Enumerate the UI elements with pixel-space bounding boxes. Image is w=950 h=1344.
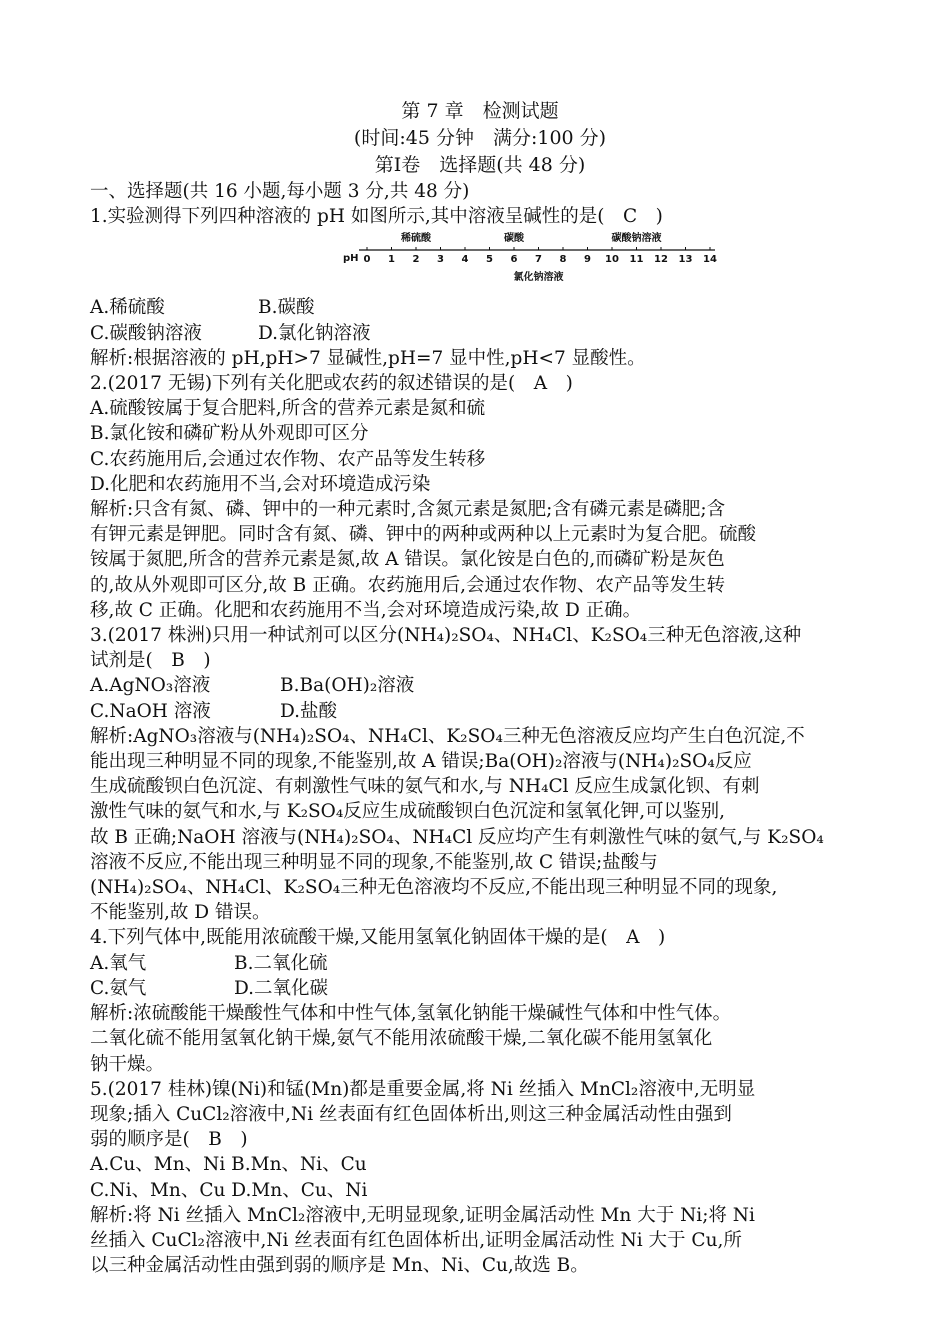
ph-tick-label: 13 (678, 254, 693, 266)
ph-tick-label: 7 (535, 254, 542, 266)
volume-title: 第Ⅰ卷 选择题(共 48 分) (374, 154, 586, 176)
q5-analysis-line: 丝插入 CuCl₂溶液中,Ni 丝表面有红色固体析出,证明金属活动性 Ni 大于 Cu,所 (90, 1229, 742, 1251)
ph-tick-label: 6 (510, 254, 518, 266)
q3-options-row-1 (90, 673, 870, 698)
ph-tick-label: 0 (363, 254, 371, 266)
q1-options-row-2 (90, 321, 870, 346)
q3-option-c: C.NaOH 溶液 (90, 700, 211, 722)
q4-options-row-1 (90, 951, 870, 976)
q4-option-d: D.二氧化碳 (234, 977, 329, 999)
q4-options-row-2 (90, 976, 870, 1001)
q5-options-line: A.Cu、Mn、Ni B.Mn、Ni、Cu (90, 1154, 367, 1176)
q1-option-a: A.稀硫酸 (90, 297, 165, 319)
q3-option-b: B.Ba(OH)₂溶液 (280, 675, 415, 697)
q4-stem: 4.下列气体中,既能用浓硫酸干燥,又能用氢氧化钠固体干燥的是( A ) (90, 927, 666, 949)
q5-stem-line: 5.(2017 桂林)镍(Ni)和锰(Mn)都是重要金属,将 Ni 丝插入 MnCl₂溶液中,无明显 (90, 1078, 756, 1100)
q1-stem: 1.实验测得下列四种溶液的 pH 如图所示,其中溶液呈碱性的是( C ) (90, 206, 663, 228)
ph-scale-svg (335, 231, 725, 289)
q5-options-line: C.Ni、Mn、Cu D.Mn、Cu、Ni (90, 1179, 368, 1201)
q2-analysis-line: 有钾元素是钾肥。同时含有氮、磷、钾中的两种或两种以上元素时为复合肥。硫酸 (90, 524, 757, 546)
q5-analysis-line: 解析:将 Ni 丝插入 MnCl₂溶液中,无明显现象,证明金属活动性 Mn 大于 Ni;将 Ni (90, 1204, 755, 1226)
q4-analysis-line: 钠干燥。 (90, 1053, 165, 1075)
q3-stem-line: 3.(2017 株洲)只用一种试剂可以区分(NH₄)₂SO₄、NH₄Cl、K₂SO₄三种无色溶液,这种 (90, 625, 802, 647)
q1-analysis: 解析:根据溶液的 pH,pH>7 显碱性,pH=7 显中性,pH<7 显酸性。 (90, 347, 646, 369)
q3-option-d: D.盐酸 (280, 700, 338, 722)
ph-tick-label: 9 (584, 254, 591, 266)
q2-option-d: D.化肥和农药施用不当,会对环境造成污染 (90, 473, 431, 495)
q4-option-a: A.氧气 (90, 952, 147, 974)
q3-analysis-line: 溶液不反应,不能出现三种明显不同的现象,不能鉴别,故 C 错误;盐酸与 (90, 851, 658, 873)
q5-analysis-line: 以三种金属活动性由强到弱的顺序是 Mn、Ni、Cu,故选 B。 (90, 1255, 589, 1277)
ph-tick-label: 14 (703, 254, 717, 266)
time-score-line: (时间:45 分钟 满分:100 分) (353, 127, 607, 149)
q3-analysis-line: 能出现三种明显不同的现象,不能鉴别,故 A 错误;Ba(OH)₂溶液与(NH₄)₂SO₄反应 (90, 751, 752, 773)
q3-options-row-2 (90, 699, 870, 724)
q3-analysis-line: 激性气味的氨气和水,与 K₂SO₄反应生成硫酸钡白色沉淀和氢氧化钾,可以鉴别, (90, 801, 726, 823)
ph-tick-label: 1 (388, 254, 395, 266)
document-page (90, 98, 870, 1278)
ph-solution-label-below: 氯化钠溶液 (513, 272, 564, 284)
q2-analysis-line: 的,故从外观即可区分,故 B 正确。农药施用后,会通过农作物、农产品等发生转 (90, 574, 726, 596)
ph-tick-label: 5 (486, 254, 493, 266)
q1-option-b: B.碳酸 (258, 297, 315, 319)
q3-analysis-line: 解析:AgNO₃溶液与(NH₄)₂SO₄、NH₄Cl、K₂SO₄三种无色溶液反应均产生白色沉淀,不 (90, 725, 805, 747)
q3-analysis-line: 不能鉴别,故 D 错误。 (90, 902, 271, 924)
q4-option-b: B.二氧化硫 (234, 952, 328, 974)
q2-analysis-line: 移,故 C 正确。化肥和农药施用不当,会对环境造成污染,故 D 正确。 (90, 599, 642, 621)
q2-option-b: B.氯化铵和磷矿粉从外观即可区分 (90, 423, 369, 445)
q2-option-c: C.农药施用后,会通过农作物、农产品等发生转移 (90, 448, 486, 470)
q3-analysis-line: (NH₄)₂SO₄、NH₄Cl、K₂SO₄三种无色溶液均不反应,不能出现三种明显不同的现象, (90, 877, 778, 899)
ph-tick-label: 2 (412, 254, 420, 266)
ph-solution-label: 稀硫酸 (401, 233, 431, 245)
ph-axis-label: pH (343, 253, 359, 265)
ph-tick-label: 8 (559, 254, 567, 266)
ph-tick-label: 10 (605, 254, 619, 266)
q2-analysis-line: 铵属于氮肥,所含的营养元素是氮,故 A 错误。氯化铵是白色的,而磷矿粉是灰色 (90, 549, 725, 571)
ph-solution-label: 碳酸 (504, 233, 524, 245)
q2-stem: 2.(2017 无锡)下列有关化肥或农药的叙述错误的是( A ) (90, 373, 573, 395)
q3-analysis-line: 故 B 正确;NaOH 溶液与(NH₄)₂SO₄、NH₄Cl 反应均产生有刺激性气味的氨气,与 K₂SO₄ (90, 826, 824, 848)
section-heading: 一、选择题(共 16 小题,每小题 3 分,共 48 分) (90, 181, 470, 202)
q4-analysis-line: 二氧化硫不能用氢氧化钠干燥,氨气不能用浓硫酸干燥,二氧化碳不能用氢氧化 (90, 1028, 713, 1050)
q5-stem-line: 弱的顺序是( B ) (90, 1129, 248, 1151)
q3-option-a: A.AgNO₃溶液 (90, 675, 211, 697)
q4-option-c: C.氨气 (90, 977, 147, 999)
ph-solution-label: 碳酸钠溶液 (611, 233, 662, 245)
q4-analysis-line: 解析:浓硫酸能干燥酸性气体和中性气体,氢氧化钠能干燥碱性气体和中性气体。 (90, 1003, 732, 1025)
ph-tick-label: 12 (654, 254, 668, 266)
ph-tick-label: 3 (437, 254, 444, 266)
q5-stem-line: 现象;插入 CuCl₂溶液中,Ni 丝表面有红色固体析出,则这三种金属活动性由强到 (90, 1103, 732, 1125)
q3-stem-line: 试剂是( B ) (90, 650, 211, 672)
q3-analysis-line: 生成硫酸钡白色沉淀、有刺激性气味的氨气和水,与 NH₄Cl 反应生成氯化钡、有刺 (90, 776, 760, 798)
q1-option-c: C.碳酸钠溶液 (90, 322, 202, 344)
chapter-title: 第 7 章 检测试题 (401, 100, 559, 122)
q2-option-a: A.硫酸铵属于复合肥料,所含的营养元素是氮和硫 (90, 398, 486, 420)
ph-scale-figure (335, 231, 725, 289)
q2-analysis-line: 解析:只含有氮、磷、钾中的一种元素时,含氮元素是氮肥;含有磷元素是磷肥;含 (90, 499, 726, 521)
ph-tick-label: 4 (461, 254, 469, 266)
ph-tick-label: 11 (629, 254, 644, 266)
q1-options-row-1 (90, 295, 870, 320)
q1-option-d: D.氯化钠溶液 (258, 322, 371, 344)
